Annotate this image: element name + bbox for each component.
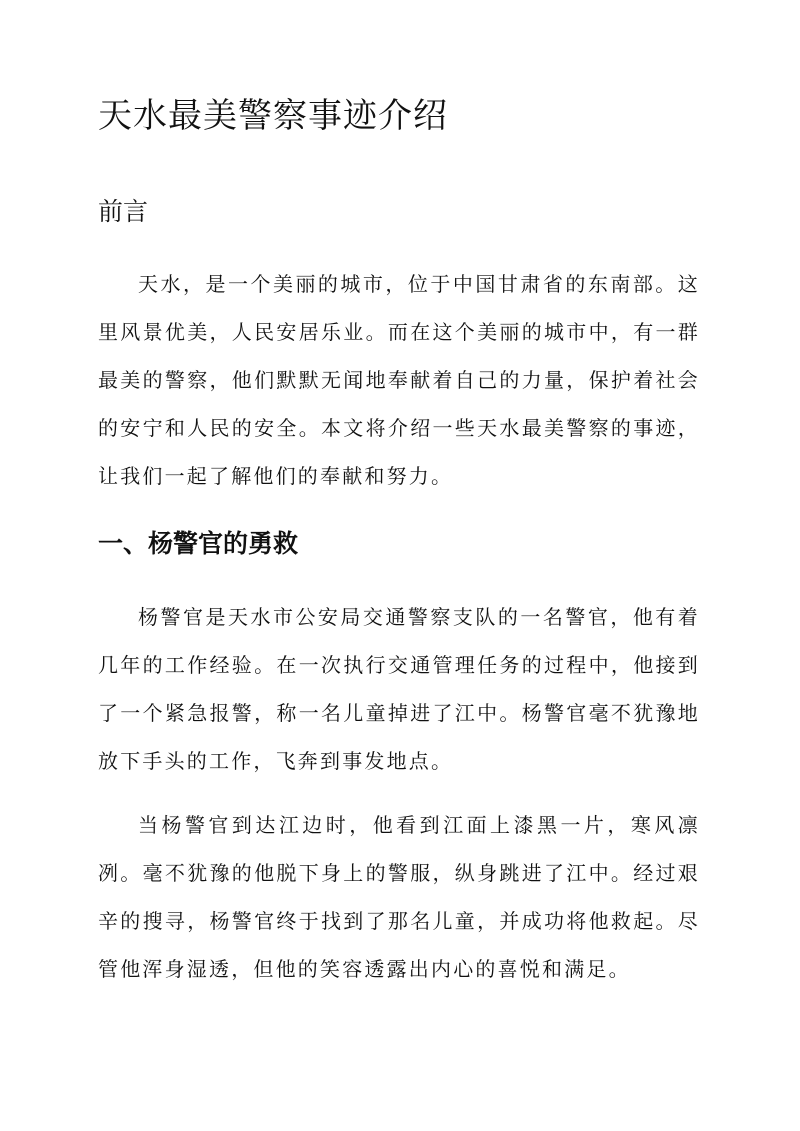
preface-paragraph: 天水，是一个美丽的城市，位于中国甘肃省的东南部。这里风景优美，人民安居乐业。而在这个美丽的城市中，有一群最美的警察，他们默默无闻地奉献着自己的力量，保护着社会的安宁和人民的安全。本文将介绍一些天水最美警察的事迹，让我们一起了解他们的奉献和努力。 xyxy=(98,272,700,488)
section-heading-yang-rescue: 一、杨警官的勇救 xyxy=(98,529,299,558)
document-title: 天水最美警察事迹介绍 xyxy=(98,96,448,136)
yang-rescue-paragraph-2: 当杨警官到达江边时，他看到江面上漆黑一片，寒风凛冽。毫不犹豫的他脱下身上的警服，纵身跳进了江中。经过艰辛的搜寻，杨警官终于找到了那名儿童，并成功将他救起。尽管他浑身湿透，但他的笑容透露出内心的喜悦和满足。 xyxy=(98,813,700,981)
section-heading-preface: 前言 xyxy=(98,197,149,226)
yang-rescue-paragraph-1: 杨警官是天水市公安局交通警察支队的一名警官，他有着几年的工作经验。在一次执行交通管理任务的过程中，他接到了一个紧急报警，称一名儿童掉进了江中。杨警官毫不犹豫地放下手头的工作，飞奔到事发地点。 xyxy=(98,605,700,773)
